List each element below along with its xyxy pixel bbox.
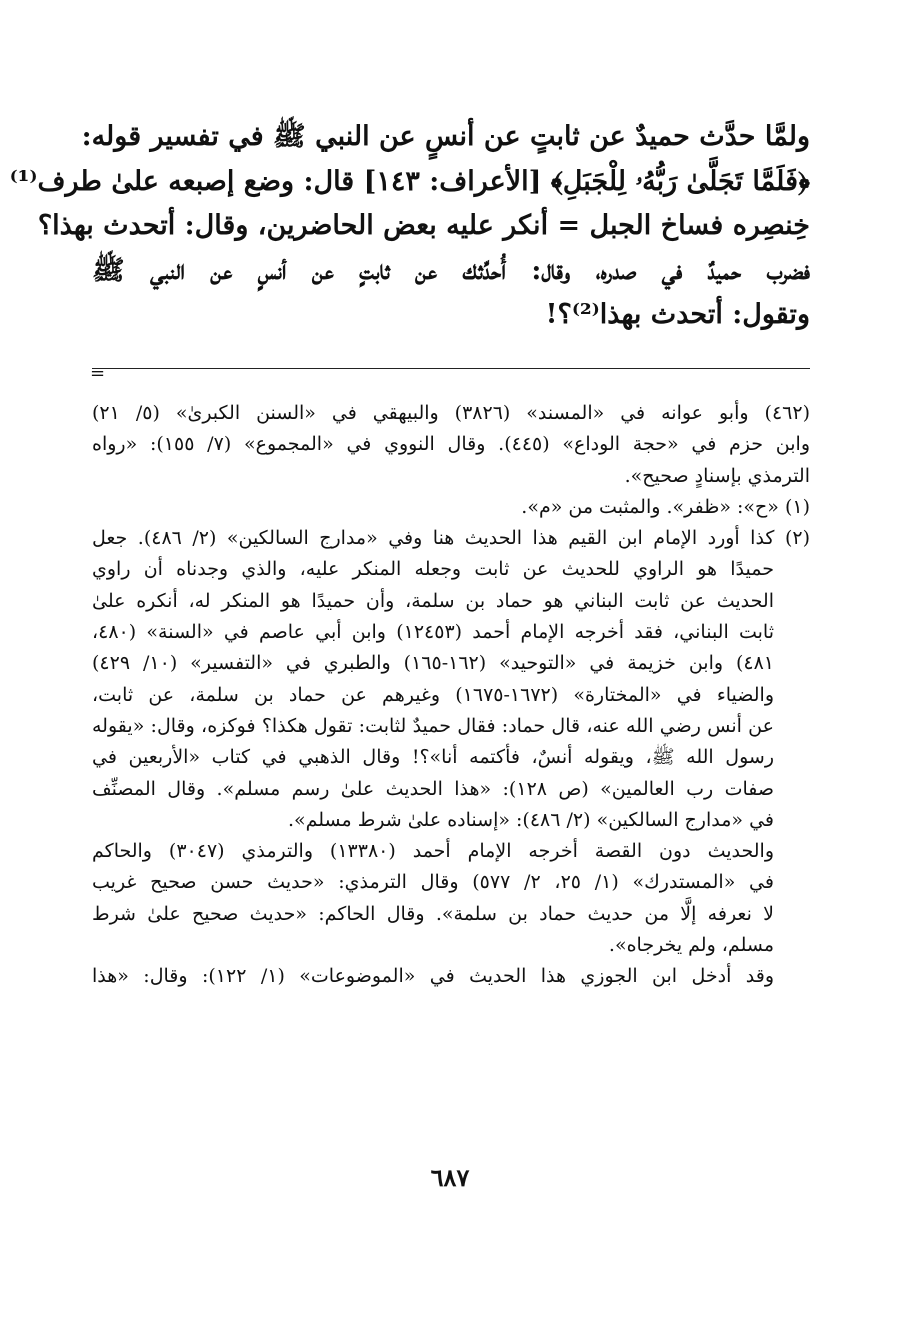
main-line: خِنصِره فساخ الجبل = أنكر عليه بعض الحاضرين، وقال: أتحدث بهذا؟ bbox=[37, 210, 810, 241]
main-line: وتقول: أتحدث بهذا⁽²⁾؟! bbox=[545, 299, 810, 330]
footnotes bbox=[92, 398, 810, 993]
footnote-2: (٢) كذا أورد الإمام ابن القيم هذا الحديث هنا وفي «مدارج السالكين» (٢/ ٤٨٦). جعل bbox=[92, 527, 811, 550]
page-number: ٦٨٧ bbox=[430, 1163, 470, 1192]
footnote-line: في «مدارج السالكين» (٢/ ٤٨٦): «إسناده علىٰ شرط مسلم». bbox=[287, 808, 774, 831]
footnote-line: عن أنس رضي الله عنه، قال حماد: فقال حميدٌ لثابت: تقول هكذا؟ فوكزه، وقال: «يقوله bbox=[92, 714, 774, 737]
footnote-line: والحديث دون القصة أخرجه الإمام أحمد (١٣٣٨٠) والترمذي (٣٠٤٧) والحاكم bbox=[92, 840, 774, 863]
footnote-line: وقد أدخل ابن الجوزي هذا الحديث في «الموضوعات» (١/ ١٢٢): وقال: «هذا bbox=[92, 965, 774, 988]
footnote-line: مسلم، ولم يخرجاه». bbox=[608, 934, 774, 957]
footnote-line: ثابت البناني، فقد أخرجه الإمام أحمد (١٢٤٥٣) وابن أبي عاصم في «السنة» (٤٨٠، bbox=[92, 621, 775, 644]
main-line: ﴿فَلَمَّا تَجَلَّىٰ رَبُّهُۥ لِلْجَبَلِ﴾ [الأعراف: ١٤٣] قال: وضع إصبعه علىٰ طرف⁽¹⁾ bbox=[9, 165, 810, 197]
footnote-line: (٤٦٢) وأبو عوانه في «المسند» (٣٨٢٦) والبيهقي في «السنن الكبرىٰ» (٥/ ٢١) bbox=[92, 402, 810, 424]
continuation-mark: = bbox=[90, 363, 106, 384]
footnote-line: وابن حزم في «حجة الوداع» (٤٤٥). وقال النووي في «المجموع» (٧/ ١٥٥): «رواه bbox=[92, 433, 810, 456]
footnote-line: والضياء في «المختارة» (١٦٧٢-١٦٧٥) وغيرهم عن حماد بن سلمة، عن ثابت، bbox=[92, 683, 774, 706]
footnote-line: الترمذي بإسنادٍ صحيح». bbox=[624, 464, 810, 487]
main-line: فضرب حميدٌ في صدره، وقال: أُحدِّثك عن ثابتٍ عن أنسٍ عن النبي ﷺ bbox=[92, 254, 810, 286]
footnote-line: صفات رب العالمين» (ص ١٢٨): «هذا الحديث علىٰ رسم مسلم». وقال المصنِّف bbox=[92, 777, 774, 800]
footnote-line: في «المستدرك» (١/ ٢٥، ٢/ ٥٧٧) وقال الترمذي: «حديث حسن صحيح غريب bbox=[92, 871, 774, 894]
footnote-line: لا نعرفه إلَّا من حديث حماد بن سلمة». وقال الحاكم: «حديث صحيح علىٰ شرط bbox=[92, 902, 775, 925]
footnote-line: رسول الله ﷺ، ويقوله أنسٌ، فأكتمه أنا»؟! وقال الذهبي في كتاب «الأربعين في bbox=[92, 746, 774, 769]
footnote-line: ٤٨١) وابن خزيمة في «التوحيد» (١٦٢-١٦٥) والطبري في «التفسير» (١٠/ ٤٢٩) bbox=[92, 652, 774, 675]
footnote-divider bbox=[92, 368, 810, 369]
footnote-line: حميدًا هو الراوي للحديث عن ثابت وجعله المنكر عليه، والذي وجدناه أن راوي bbox=[92, 558, 774, 581]
footnote-line: الحديث عن ثابت البناني هو حماد بن سلمة، وأن حميدًا هو المنكر له، أنكره علىٰ bbox=[92, 589, 774, 612]
main-line: ولمَّا حدَّث حميدٌ عن ثابتٍ عن أنسٍ عن النبي ﷺ في تفسير قوله: bbox=[81, 121, 810, 152]
main-text bbox=[9, 115, 810, 338]
footnote-1: (١) «ح»: «ظفر». والمثبت من «م». bbox=[521, 495, 810, 518]
